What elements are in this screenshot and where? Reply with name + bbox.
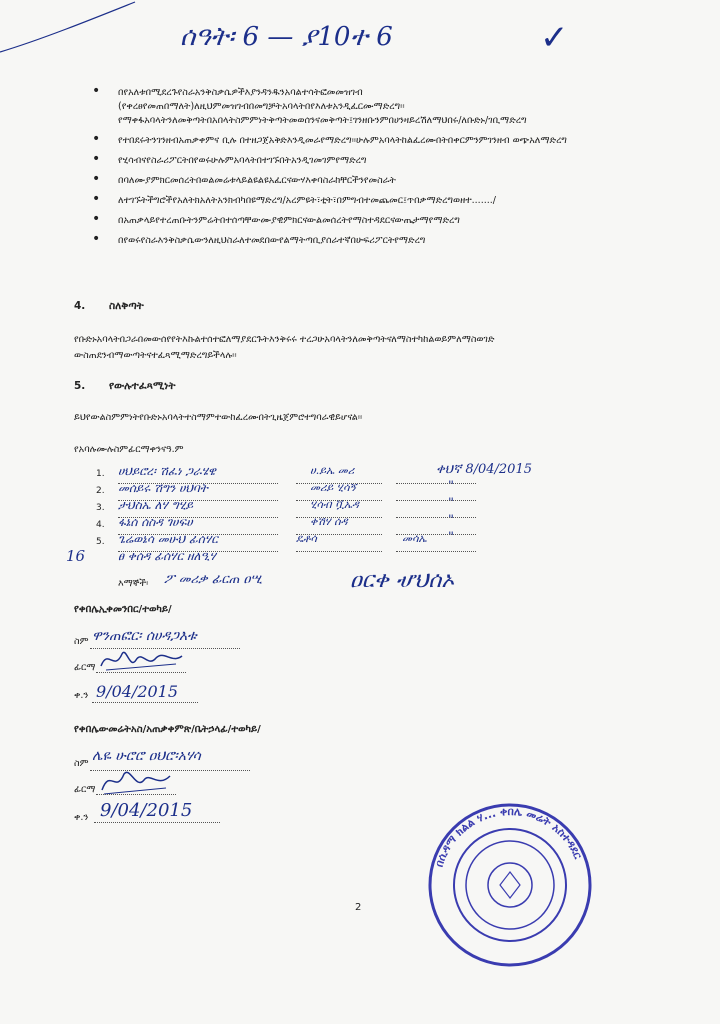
underline [94,822,220,823]
underline [296,534,382,535]
members-heading: የአባሉሙሉስምፊርማቀንናዓ.ም [74,444,184,455]
corner-pen-stroke [0,0,140,60]
underline [296,551,382,552]
underline [396,517,476,518]
bullet-item: • በየወሩየስራእንቅስቃሴውንለዚህስራለተመደበውየልማትጣቢያሰራተኛበሁፍሪፖርትየማድረግ [92,234,612,248]
kebele-chair-label: የቀበሌኢቀመንበር/ተወካይ/ [74,604,172,615]
row-number: 5. [96,537,105,547]
witnesses-label: እማኞች፡ [118,578,149,589]
land-admin-signature [96,764,176,798]
underline [396,551,476,552]
member-role: ሀ.ይኤ መሪ [310,464,355,477]
section-4-text: የቡድኑአባላትበጋራበመውሰየየትእኩልተሰተፎለማያደርጉትእንቅሩሩ ተረጋሁአባላትንለመቅጣትናለማስተካከልወይምለማስወገድ ውስጠደንብማውጣትናተፈጻሚማድረግይችላሉ፡፡ [74,334,495,361]
underline [118,551,278,552]
underline [118,517,278,518]
member-name: ፀ ቀሰዳ ፊሰሃር ዘለዒሃ [118,549,216,563]
member-name: ታህስኤ ለሃ ግሂይ [118,498,194,512]
page-number: 2 [355,902,362,913]
section-4-heading [74,300,144,313]
row-number: 2. [96,486,105,496]
check-mark-icon: ✓ [540,18,569,58]
underline [118,500,278,501]
witnesses-signature: ዐርቀ ሇህሰኦ [350,568,455,593]
member-date: " [448,496,454,511]
underline [118,483,278,484]
section-5-text: ይህየውልስምምነትየቡድኑአባላትተስማምተውከፈረሙበትጊዜጀምሮተግባራዊይሆናል፡፡ [74,412,363,423]
land-admin-name: ሌዬ ሁሮሮ ዐህሮ፡አሃሳ [92,748,201,764]
name-label: ስም [74,636,89,647]
member-date: ቀህኛ 8/04/2015 [436,462,532,477]
member-date: " [448,530,454,545]
duties-bullet-list [92,86,612,254]
stamp-text: በሲዳማ ክልል ሃ... ቀበሌ መሬት አስተዳደር [432,804,585,869]
bullet-item: • የተበደሩትንገንዘብአጠቃቀምና ቢሉ በተዘጋጀአቅድእንዲመራየማድረግ፡፡ሁሉምአባላትከልፈረሙበትበቀርምንምገንዘብ ወጭአለማድረግ [92,134,612,148]
official-stamp [420,800,600,970]
member-name: መሰይሩ ሽግን ሀህባት [118,481,208,495]
member-name: ጌሬወኔሳ መሁህ ፊሰሃር [118,532,218,546]
bullet-item: • በባለሙያምክርመሰረትበወልመሬቱላይልዩልዩአፈርናውሃእቀባስራከቸርችንየመስራት [92,174,612,188]
underline [96,672,186,673]
member-role: ሂሳብ ቯኤዳ [310,498,359,511]
land-admin-date: 9/04/2015 [100,800,193,821]
section-number: 5. [74,380,86,392]
underline [96,794,176,795]
member-date: " [448,513,454,528]
kebele-chair-date: 9/04/2015 [96,682,179,701]
kebele-chair-signature [96,642,186,676]
date-label: ቀ.ን [74,812,89,823]
signature-label: ፊርማ [74,784,96,795]
bullet-item: • በየአለቱበሚደረጉየስራአንቅስቃሴዎችእያንዳንዱንአባልተሳትፎመመዝገብ (የቀረፀየመጠበማለት)ለዚህምመዝገብበመግቻትአባላትበየእለቱአንዲፈርሙማድረግ፡፡የማቀፋአባላትንለመቅጣትበአበላትስምምነትቅጣትመወሰንናመቅጣት፤ገንዘቡንምበሀንዛይረሽለማህበሩ/ለቡድኑ/ገቢማድረግ [92,86,612,128]
row-number: 3. [96,503,105,513]
underline [296,517,382,518]
member-signature: መሳኤ [402,532,427,545]
member-role: ቀሽሃ ሰዳ [310,515,348,528]
handwritten-header-note: ሰዓት፡ 6 — ያ10ተ 6 [180,22,393,52]
witnesses-names: ፖ መሪቃ ፊርጠ ዐሢ [164,572,262,587]
row-number: 4. [96,520,105,530]
underline [396,534,476,535]
member-role: ዴቶሳ [296,532,317,545]
member-role: መሪይ ሂሳኝ [310,481,357,494]
land-admin-label: የቀበሌውመሬትአስ/አጠቃቀምጽ/ቤትኃላፊ/ተወካይ/ [74,724,261,735]
underline [92,702,198,703]
member-name: ፋኔሰ ሰስዳ ገሀፍሀ [118,515,193,529]
underline [296,500,382,501]
bullet-item: • በአጠቃላይየተረጠቡትንምሬትበተሰጣቸውሙያዊምክርናውልመሰረትየማስተዳደርናውጤታማየማድረግ [92,214,612,228]
name-label: ስም [74,758,89,769]
underline [296,483,382,484]
underline [396,483,476,484]
row-number: 16 [66,547,86,565]
signature-label: ፊርማ [74,662,96,673]
section-title: ስለቅጣት [108,300,144,312]
underline [396,500,476,501]
section-title: የውሉተፈጻሚነት [108,380,176,392]
bullet-item: • የሂሳብናየስራሪፖርትበየወሩሁሉምአባላትበተገኙበትአንዲገመገምየማድረግ [92,154,612,168]
underline [118,534,278,535]
section-number: 4. [74,300,86,312]
date-label: ቀ.ን [74,690,89,701]
member-date: " [448,479,454,494]
section-5-heading [74,380,175,393]
member-name: ሀህይሮረ፡ ሽፈነ ጋራሄዌ [118,464,216,478]
kebele-chair-name: ዋንጠፎር፡ ሰሀዳጋእቱ [92,628,197,644]
row-number: 1. [96,469,105,479]
bullet-item: • ለተገኙትችግሮችየአለትክአለትአንክብካበዩማድረግ/አረምዩት፣ቲት፣በምግብተመጨመር፤ጥበቃማድረግወዘተ......./ [92,194,612,208]
member-row [66,547,536,568]
